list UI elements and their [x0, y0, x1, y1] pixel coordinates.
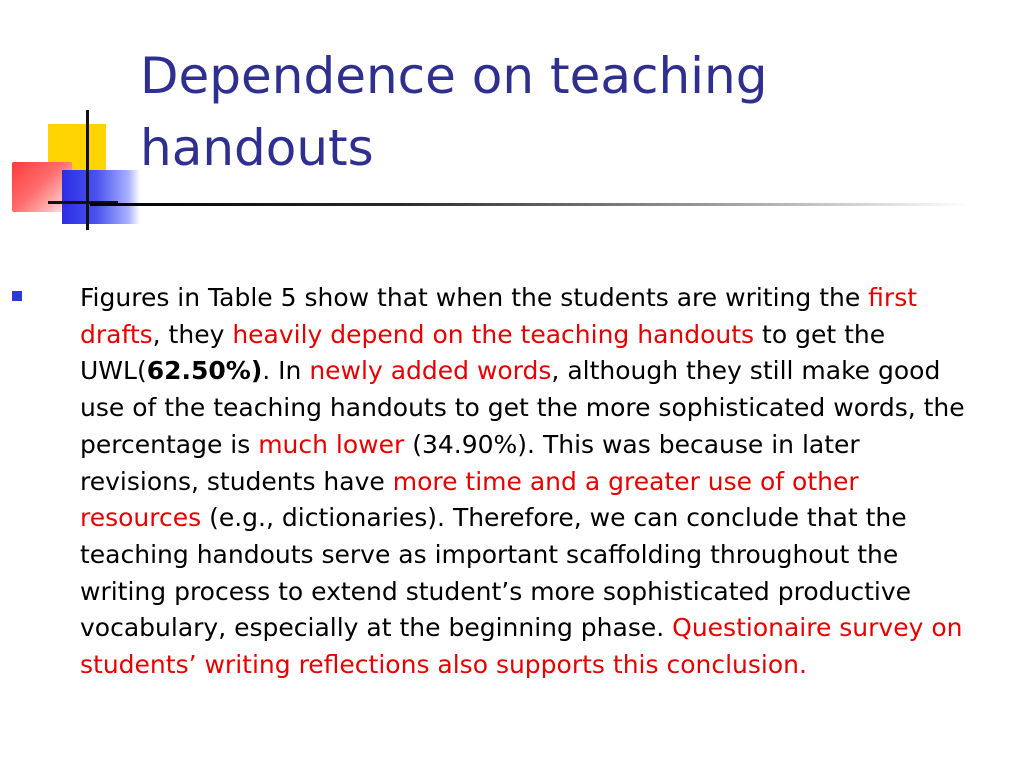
percentage-uwl-value: 62.50%): [146, 356, 263, 386]
body-text-segment: . In: [262, 356, 310, 386]
emphasis-newly-added-words: newly added words: [309, 356, 552, 386]
body-text-segment: , although they still make good use of the teaching handouts to get the more sophisticated words, the percentage is: [80, 356, 965, 459]
emphasis-heavily-depend: heavily depend on the teaching handouts: [232, 319, 755, 349]
emphasis-much-lower: much lower: [258, 429, 405, 459]
title-underline-divider: [90, 203, 970, 206]
body-text-segment: , they: [152, 319, 233, 349]
logo-vertical-line: [86, 110, 89, 230]
body-text-segment: Figures in Table 5 show that when the students are writing the: [80, 283, 869, 312]
slide-body-paragraph: [80, 280, 980, 684]
bullet-square-icon: [12, 291, 22, 301]
logo-blue-gradient-square: [62, 170, 140, 224]
slide-title: Dependence on teaching handouts: [140, 47, 768, 177]
emphasis-more-time-resources: more time and a greater use of other resources: [80, 466, 859, 533]
decorative-logo-squares: [0, 100, 140, 230]
emphasis-questionnaire-conclusion: Questionaire survey on students’ writing reflections also supports this conclusion.: [80, 613, 963, 680]
emphasis-first-drafts: first drafts: [80, 283, 918, 349]
body-text-segment: (34.90%). This was because in later revisions, students have: [80, 429, 860, 496]
body-text-segment: to get the UWL(: [80, 319, 886, 386]
body-text-segment: (e.g., dictionaries). Therefore, we can conclude that the teaching handouts serve as important scaffolding throughout the writing process to extend student’s more sophisticated productive vocabulary, especially at the beginning phase.: [80, 503, 912, 643]
